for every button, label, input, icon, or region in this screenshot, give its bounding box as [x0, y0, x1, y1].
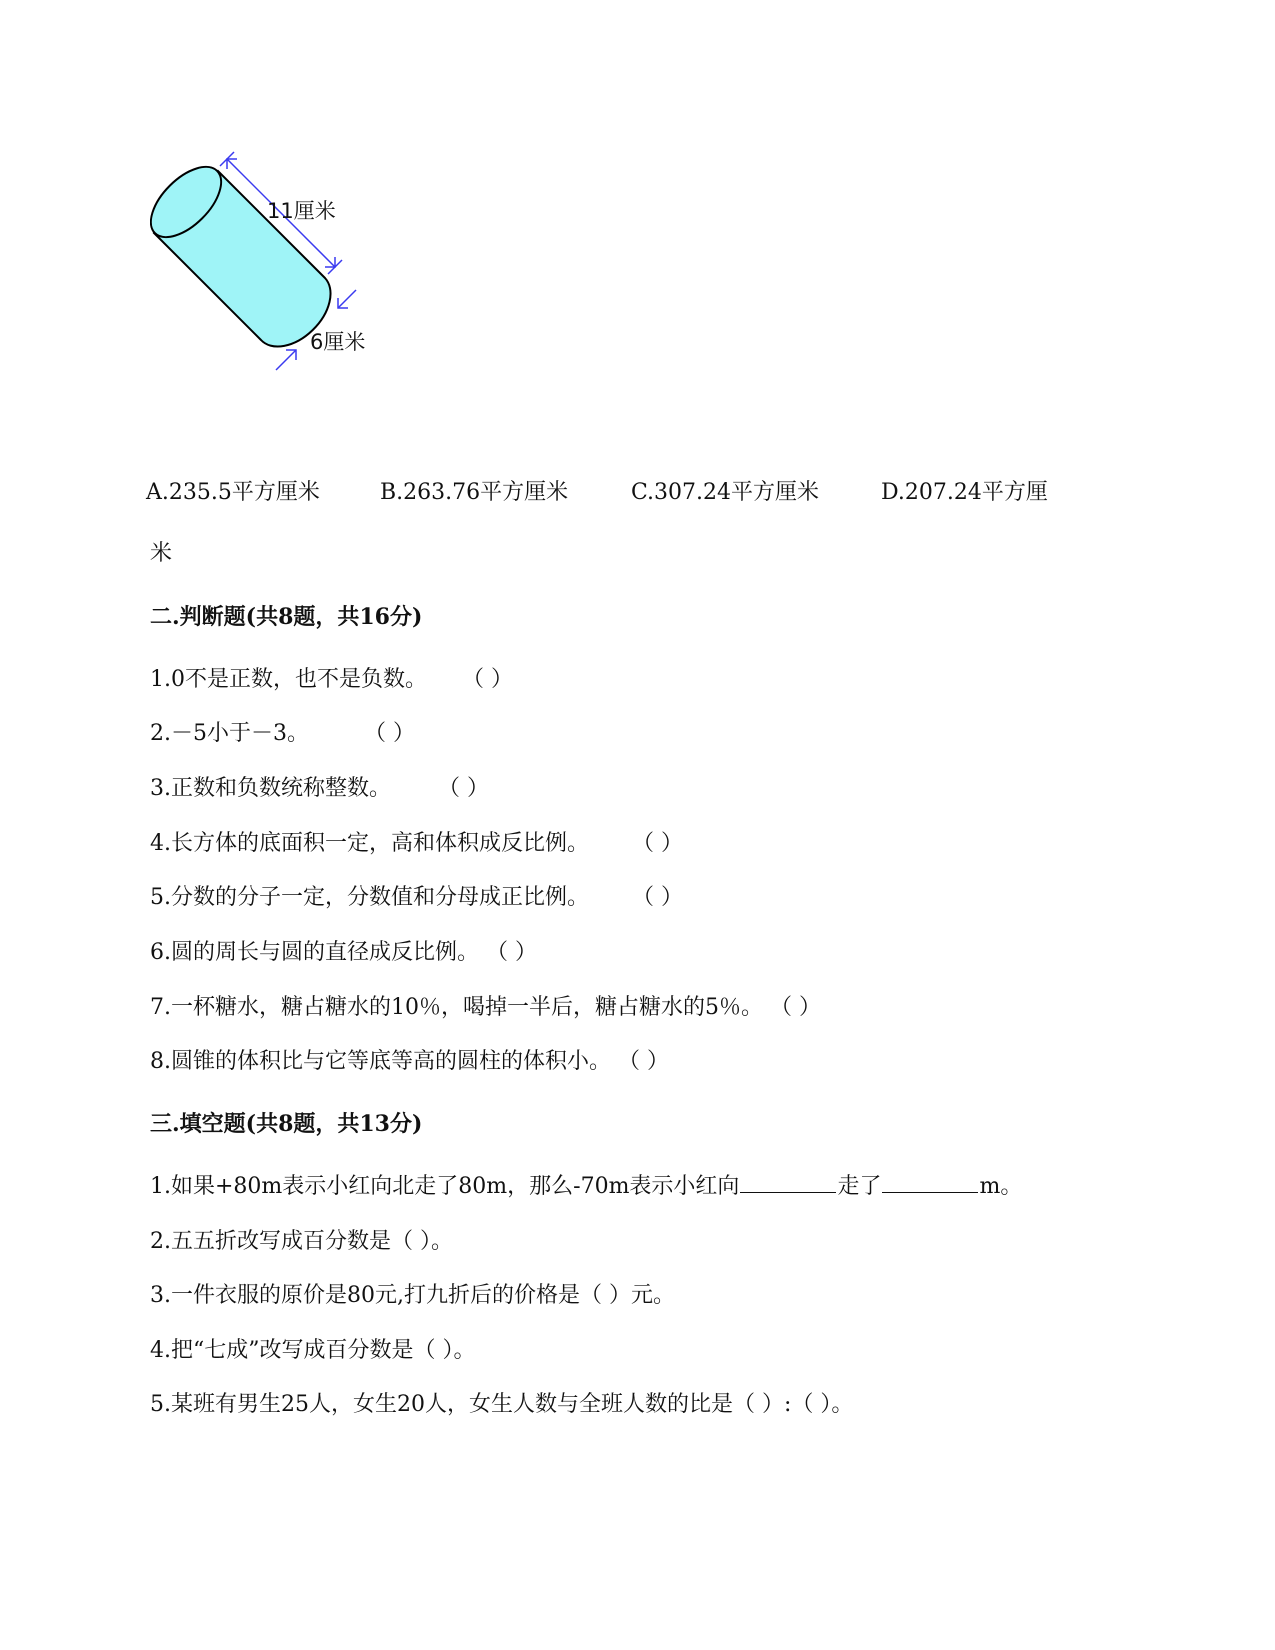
length-label: 11厘米	[267, 199, 336, 223]
judge-question-4	[150, 826, 683, 857]
option-d[interactable]: D.207.24平方厘	[881, 480, 1048, 505]
judge-question-1	[150, 662, 513, 693]
option-d-wrap: 米	[150, 541, 173, 566]
judge-question-8-text: 8.圆锥的体积比与它等底等高的圆柱的体积小。	[150, 1049, 611, 1074]
option-b[interactable]: B.263.76平方厘米	[380, 480, 569, 505]
judge-question-2-text: 2.－5小于－3。	[150, 721, 309, 746]
judge-question-5-text: 5.分数的分子一定，分数值和分母成正比例。	[150, 885, 589, 910]
judge-question-7	[150, 990, 821, 1021]
fill-question-2[interactable]: 2.五五折改写成百分数是（ ）。	[150, 1229, 453, 1254]
judge-question-7-text: 7.一杯糖水，糖占糖水的10％，喝掉一半后，糖占糖水的5％。	[150, 995, 763, 1020]
judge-question-5	[150, 880, 683, 911]
judge-question-3	[150, 771, 489, 802]
diameter-label: 6厘米	[310, 330, 366, 354]
judge-question-6	[150, 935, 537, 966]
judge-question-4-text: 4.长方体的底面积一定，高和体积成反比例。	[150, 831, 589, 856]
judge-question-4-answer[interactable]: （ ）	[632, 831, 683, 856]
judge-question-8-answer[interactable]: （ ）	[618, 1049, 669, 1074]
judge-question-5-answer[interactable]: （ ）	[632, 885, 683, 910]
fill-question-5[interactable]: 5.某班有男生25人，女生20人，女生人数与全班人数的比是（ ）:（ ）。	[150, 1392, 854, 1417]
fill-question-1	[150, 1169, 1022, 1200]
judge-question-6-text: 6.圆的周长与圆的直径成反比例。	[150, 940, 479, 965]
judge-question-7-answer[interactable]: （ ）	[769, 995, 821, 1020]
fill-question-1-part1: 1.如果+80m表示小红向北走了80m，那么-70m表示小红向	[150, 1174, 740, 1199]
option-c[interactable]: C.307.24平方厘米	[631, 480, 820, 505]
section-3-title: 三.填空题(共8题，共13分)	[150, 1111, 423, 1137]
option-a[interactable]: A.235.5平方厘米	[146, 480, 320, 505]
section-2-title: 二.判断题(共8题，共16分)	[150, 604, 423, 630]
fill-question-1-part2: 走了	[837, 1174, 882, 1199]
judge-question-1-text: 1.0不是正数，也不是负数。	[150, 667, 427, 692]
judge-question-3-answer[interactable]: （ ）	[438, 776, 489, 801]
fill-question-3[interactable]: 3.一件衣服的原价是80元,打九折后的价格是（ ）元。	[150, 1283, 675, 1308]
judge-question-8	[150, 1044, 669, 1075]
judge-question-1-answer[interactable]: （ ）	[462, 667, 513, 692]
judge-question-2	[150, 716, 415, 747]
judge-question-3-text: 3.正数和负数统称整数。	[150, 776, 391, 801]
fill-question-4[interactable]: 4.把“七成”改写成百分数是（ ）。	[150, 1338, 476, 1363]
judge-question-6-answer[interactable]: （ ）	[486, 940, 537, 965]
fill-question-1-part3: m。	[979, 1174, 1023, 1199]
judge-question-2-answer[interactable]: （ ）	[364, 721, 415, 746]
cylinder-diagram	[150, 150, 410, 400]
fill-question-1-blank-2[interactable]	[882, 1172, 978, 1193]
fill-question-1-blank-1[interactable]	[740, 1172, 836, 1193]
cylinder-figure	[150, 150, 410, 400]
